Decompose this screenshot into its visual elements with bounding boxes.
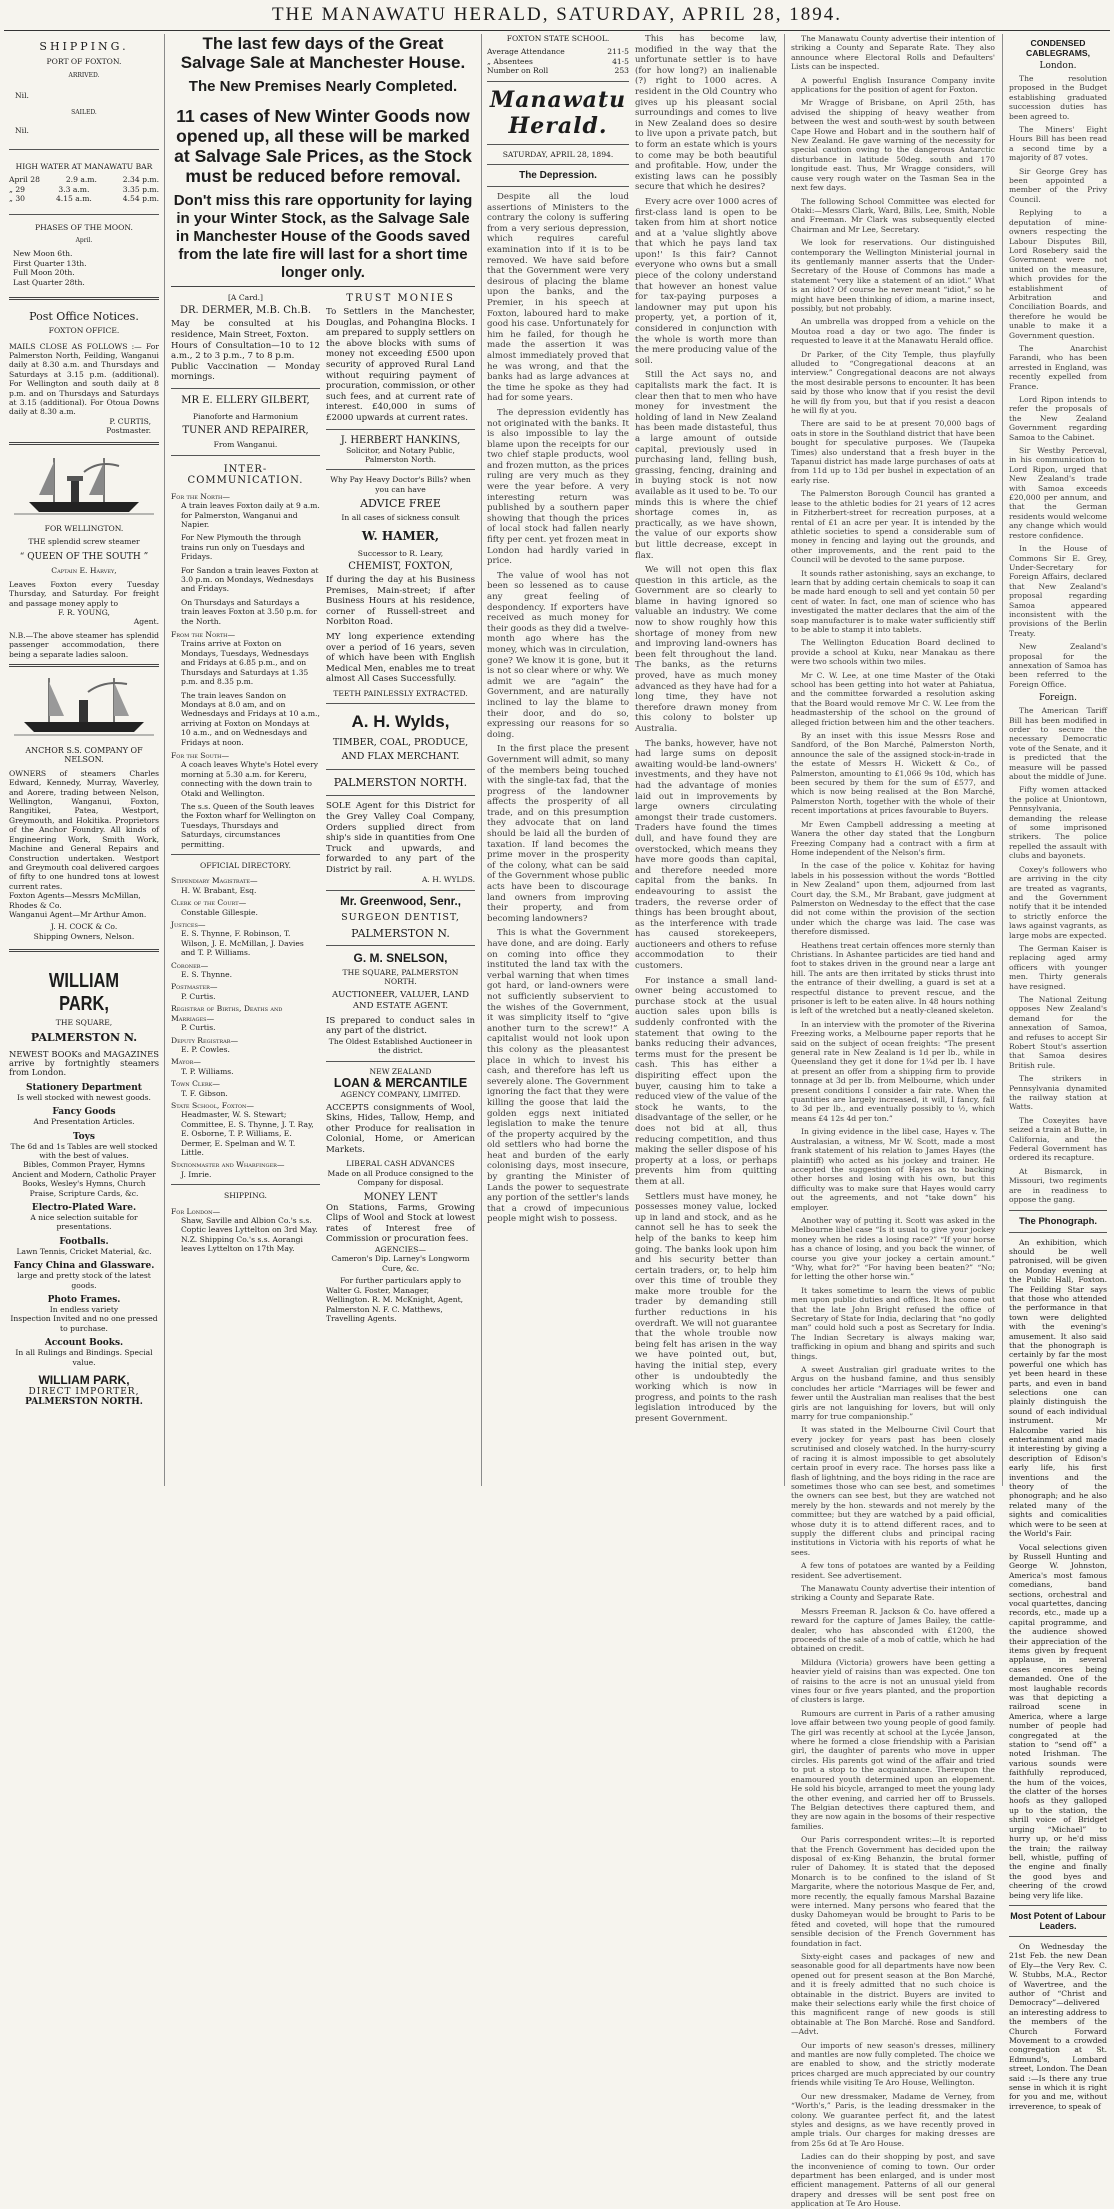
from-north-label: From the North— [171,630,236,640]
from-north-item: Trains arrive at Foxton on Mondays, Tuesdays, Wednesdays and Fridays at 6.85 p.m., and on Thursdays and Saturdays at 1.35 p.m. and 8.35 p.m. [181,639,309,687]
greenwood-name: Mr. Greenwood, Senr., [340,895,461,908]
post-office-heading: Post Office Notices. [29,310,139,324]
article-paragraph: The depression evidently has not originated with the banks. It is also impossible to lay the blame upon the receipts for our two chief staple products, wool and frozen mutton, as the prices ruling are very much as they were the year before. A very interesting return was published by a southern paper showing that though the prices of local stock had fallen nearly fifty per cent. yet frozen meat in London had hardly varied in price. [487,407,629,567]
news-item: Messrs Freeman R. Jackson & Co. have offered a reward for the capture of James Bailey, the cattle-dealer, who has absconded with £1200, the proceeds of the sale of a mob of cattle, which he had obtained on credit. [791,1606,995,1654]
cablegram-item: New Zealand's proposal for the annexation of Samoa has been referred to the Foreign Office. [1009,642,1107,689]
wp-item-title: Account Books. [44,1338,124,1349]
labour-heading: Most Potent of Labour Leaders. [1010,1910,1106,1931]
cablegram-item: At Bismarck, in Missouri, two regiments are in readiness to oppose the gang. [1009,1166,1107,1205]
advice-line2: ADVICE FREE [360,497,441,511]
herald-nameplate: Manawatu Herald. [489,86,627,139]
news-item: Rumours are current in Paris of a rather amusing love affair between two young people of good family. The girl was recently at school at the Lycée Janson, where he formed a close friendship with a Parisian girl, the daughter of parents who move in upper circles. His parents got wind of the affair and tried to put a stop to the acquaintance. Thereupon the enamoured youth determined upon an elopement. He sold his bicycle, arranged to meet the young lady the other evening, and carried her off to Brussels. The Belgian detectives there captured them, and they are now again in the bosoms of their respective families. [791,1708,995,1831]
loan-money: MONEY LENT [363,1191,438,1203]
column-rule [164,34,165,1486]
loan-body: ACCEPTS consignments of Wool, Skins, Hides, Tallow, Hemp, and other Produce for realisation in Colonial, Home, or American Markets. [326,1102,475,1155]
trust-body: To Settlers in the Manchester, Douglas, and Pohangina Blocks. I am prepared to supply settlers on the above blocks with sums of money not exceeding £500 upon security of approved Rural Land without requiring payment of procuration, commission, or other such fees, and at current rate of interest. £40,000 in sums of £2000 upwards at current rates. [326,307,475,423]
news-item: It sounds rather astonishing, says an exchange, to learn that by adding certain chemicals to soap it can be made hard enough to sell and yet contain 50 per cent of water. In fact, one man of science who has investigated the matter declares that the aim of the soap manufacturer is to make water sufficiently stiff to be able to stamp it into tablets. [791,568,995,634]
loan-liberal-sub: Made on all Produce consigned to the Company for disposal. [327,1168,474,1188]
divider [326,429,475,430]
news-item: The Palmerston Borough Council has granted a lease to the athletic bodies for 21 years of 12 acres in Fitzherbert-street for recreation purposes, at a rental of £1 an acre per year. It is intended by the athletic societies to spend a considerable sum of money in fencing and laying out the grounds, and other improvements, and the rent paid to the Council will be devoted to the same purpose. [791,489,995,565]
sailed-value: Nil. [15,125,29,135]
official-label: Stationmaster and Wharfinger— [171,1160,285,1170]
loan-agencies: AGENCIES— [375,1245,426,1255]
snelson-title: AUCTIONEER, VALUER, LAND AND ESTATE AGENT. [331,989,470,1011]
official-label: Deputy Registrar— [171,1035,239,1045]
cablegram-item: The American Tariff Bill has been modified in order to secure the necessary Democratic vote of the Senate, and it is predicted that the measure will be passed about the middle of June. [1009,706,1107,782]
divider [326,769,475,770]
wp-item-text: Inspection Invited and no one pressed to purchase. [10,1314,158,1333]
official-value: H. W. Brabant, Esq. [181,885,257,895]
sailed-label: SAILED. [71,109,97,117]
depression-heading: The Depression. [519,170,597,182]
sale-headline: The last few days of the Great Salvage Sale at Manchester House. [180,34,466,72]
dermer-vaccination: Public Vaccination — Monday mornings. [171,361,320,383]
labour-body: On Wednesday the 21st Feb. the new Dean of Ely—the Very Rev. C. W. Stubbs, M.A., Rector of Wavertree, and the author of “Christ and Democracy”—delivered an interesting address to the members of the Church Forward Movement to a crowded congregation at St. Edmund's, Lombard street, London. The Dean said :—Is there any true sense in which it is right for you and me, without irreverence, to speak of [1009,1941,1107,2111]
official-heading: OFFICIAL DIRECTORY. [200,861,291,870]
wp-item-title: Toys [73,1131,95,1142]
masthead-title: THE MANAWATU HERALD, SATURDAY, APRIL 28, 1894. [271,4,843,25]
post-office-signature: P. CURTIS, [109,416,151,426]
official-value: J. Imrie. [181,1169,212,1179]
article-paragraph: We will not open this flax question in this article, as the Government are so clearly to blame in having ignored so valuable an industry. We come now to show roughly how this shortage of money from new and improving land-owners has been felt throughout the land. The banks, as the returns proved, have as much money advanced as they have had for a long time, they have not therefore drawn money from this colony to bolster up Australia. [635,565,777,734]
phonograph-para: Vocal selections given by Russell Hunting and George W. Johnston, America's most famous comedians, band sections, orchestral and vocal quartettes, dancing records, etc., made up a capital programme, and the audience showed their appreciation of the items given by frequent applause, in several cases encores being demanded. One of the most laughable records was that depicting a railroad scene in America, where a large number of people had congregated at the station to “send off” a noted Irishman. The various sounds were faithfully reproduced, the hum of the voices, the clatter of the horses hoofs as they galloped up to the station, the shrill voice of Bridget urging “Michael” to hurry up, or he'd miss the train; the railway bell, whistle, puffing of the engine and finally the good byes and cheering of the crowd being very life like. [1009,1542,1107,1900]
divider [326,703,475,704]
phonograph-heading: The Phonograph. [1018,1215,1098,1227]
column-3a [487,34,629,1429]
wellington-note: N.B.—The above steamer has splendid passenger accommodation, there being a separate ladies saloon. [9,630,159,659]
william-park-items [9,1083,159,1367]
south-item: The s.s. Queen of the South leaves the Foxton wharf for Wellington on Tuesdays, Thursdays and Saturdays, circumstances permitting. [181,801,316,849]
column-2b [326,293,475,1323]
wp-item-text: Lawn Tennis, Cricket Material, &c. [16,1246,152,1256]
divider [1009,1232,1107,1233]
advice-line3: In all cases of sickness consult [341,513,460,523]
news-item: The following School Committee was elected for Otaki:—Messrs Clark, Ward, Bills, Lee, Smith, Noble and Freeman. Mr Clark was subsequently elected Chairman and Mr Lee, Secretary. [791,196,995,234]
official-value: T. F. Gibson. [181,1088,228,1098]
snelson-name: G. M. SNELSON, [353,950,448,965]
greenwood-town: PALMERSTON N. [351,926,450,940]
anchor-foxton-agents: Foxton Agents—Messrs McMillan, Rhodes & Co. [9,891,141,910]
column-2a [171,293,320,1323]
official-label: Coroner— [171,960,209,970]
loan-money-body: On Stations, Farms, Growing Clips of Wool and Stock at lowest rates of Interest free of Commission or procuration fees. [326,1202,475,1245]
dermer-body: May be consulted at his residence, Main Street, Foxton. [171,319,320,340]
news-item: The Manawatu County advertise their intention of striking a County and Separate Rate. They also announce where Electoral Rolls and Defaulters' Lists can be inspected. [791,34,995,72]
school-row: Number on Roll 253 [487,66,629,76]
school-heading: FOXTON STATE SCHOOL. [506,34,610,43]
divider [1009,1210,1107,1211]
william-park-location: THE SQUARE, [55,1018,113,1028]
official-value: P. Curtis. [181,1023,216,1033]
news-item: Mildura (Victoria) growers have been getting a heavier yield of raisins than was expected. One ton of raisins to the acre is not an unusual yield from vines four or five years planted, and the proportion of clusters is large. [791,1657,995,1705]
official-label: Stipendiary Magistrate— [171,876,258,886]
school-table [487,47,629,75]
shipping2-london: For London— [171,1206,221,1216]
moon-phase: New Moon 6th. [13,249,73,259]
hankins-name: J. HERBERT HANKINS, [340,434,461,446]
moon-heading: PHASES OF THE MOON. [35,222,133,232]
article-paragraph: This is what the Government have done, and are doing. Early on coming into office they instituted the land tax with the verbal warning that when times got hard, or land-owners were not sufficiently subservient to the wishes of the Government, it was simplicity itself to “give another turn to the screw!” A capitalist would not look upon this colony as the pleasantest place in which to invest his cash, and therefore has left us severely alone. The Government ignoring the fact that they were killing the goose that laid the golden eggs next initiated legislation to make the tenure of the property acquired by the old settlers who had borne the heat and burden of the early colonising days, most insecure, by granting the Minister of Lands the power to sequestrate any portion of the settler's lands that a crowd of impecunious people might wish to possess. [487,928,629,1225]
divider [326,890,475,891]
divider [9,297,159,300]
news-item: Mr Wragge of Brisbane, on April 25th, has advised the shipping of heavy weather from between the west and south-west by south between Cape Howe and Hobart and in the southern half of New Zealand. He gave warning of the necessity for special caution owing to the dangerous Antarctic disturbance in latitude 50deg. south and 170 longitude east. Thus, Mr Wragge considers, will cause very rough water on the Tasman Sea in the next few days. [791,98,995,193]
divider [9,664,159,667]
hamer-title: CHEMIST, FOXTON, [348,560,453,572]
cablegram-item: The resolution proposed in the Budget establishing graduated succession duties has been agreed to. [1009,74,1107,121]
north-label: For the North— [171,491,231,501]
masthead-rule [4,30,1110,31]
divider [487,186,629,187]
snelson-footer: The Oldest Established Auctioneer in the district. [328,1036,473,1056]
official-label: Postmaster— [171,982,218,992]
column-rule [784,34,785,1486]
cablegram-item: The Miners' Eight Hours Bill has been read a second time by a majority of 87 votes. [1009,125,1107,163]
wp-item-text: Is well stocked with newest goods. [17,1092,151,1102]
article-paragraph: The banks, however, have not had large sums on deposit awaiting would-be land-owners' investments, and they have not had the advantage of monies laid out in improvements by large owners circulating amongst their trade customers. Traders have found the times dull, and have found they are overstocked, which means they have more goods than capital, and therefore needed more capital from the banks. In endeavouring to assist the traders, the reverse order of things has been brought about, as the interference with trade has caused storekeepers, auctioneers and others to refuse accommodation to their customers. [635,738,777,972]
cablegram-item: Fifty women attacked the police at Uniontown, Pennsylvania, demanding the release of some imprisoned strikers. The police repelled the assault with clubs and bayonets. [1009,785,1107,861]
official-label: Clerk of the Court— [171,898,247,908]
school-row: „ Absentees 41·5 [487,56,629,66]
official-value: E. S. Thynne, F. Robinson, T. Wilson, J. E. McMillan, J. Davies and T. P. Williams. [181,929,304,958]
hamer-teeth: TEETH PAINLESSLY EXTRACTED. [333,688,468,698]
ship-name: “ QUEEN OF THE SOUTH ” [19,552,149,563]
wylds-trade: TIMBER, COAL, PRODUCE, AND FLAX MERCHANT. [332,737,469,763]
divider [9,442,159,445]
news-item: We look for reservations. Our distinguished contemporary the Wellington Ministerial journal in its gentlemanly manner asserts that the Under-Secretary of the House of Commons has made a statement “very like a statement of an idiot.” What is an idiot? Of course he never meant “idiot,” so he might have been thinking of idiom, a marine insect, possibly, but not probably. [791,238,995,313]
dermer-card: [A Card.] [227,293,264,302]
news-item: A powerful English Insurance Company invite applications for the position of agent for Foxton. [791,75,995,95]
official-value: P. Curtis. [181,991,216,1001]
anchor-heading: ANCHOR S.S. COMPANY OF NELSON. [25,746,143,765]
moon-phase: Full Moon 20th. [13,268,75,278]
hamer-body: If during the day at his Business Premises, Main-street; if after Business Hours at his residence, corner of Russell-street and Norbiton Road. [326,574,475,628]
loan-apply: For further particulars apply to [340,1276,461,1286]
anchor-wanganui-agent: Wanganui Agent—Mr Arthur Amon. [9,909,147,919]
news-item: Our imports of new season's dresses, millinery and mantles are now fully completed. The choice we are enabled to show, and the strictly moderate prices charged are much appreciated by our country friends while visiting Te Aro House, Wellington. [791,2040,995,2088]
moon-month: April. [75,237,93,245]
news-item: The Manawatu County advertise their intention of striking a County and Separate Rate. [791,1583,995,1603]
anchor-managers: J. H. COCK & Co. [50,922,118,932]
william-park-intro: NEWEST BOOKs and MAGAZINES arrive by fortnightly steamers from London. [9,1048,159,1078]
anchor-steamer-illustration [9,672,159,742]
news-item: Our Paris correspondent writes:—It is reported that the French Government has decided upon the disposal of ex-King Behanzin, the brutal former ruler of Dahomey. It is stated that the deposed Monarch is to be confined to the island of St Margarite, where the notorious Masque de Fer, and, more recently, the equally famous Marshal Bazaine were interned. Many persons who feared that the dusky Dahomeyan would be brought to Paris to be fêted and coveted, will hope that the rumoured sensible decision of the French Government has foundation in fact. [791,1835,995,1948]
communication-heading: INTER-COMMUNICATION. [187,463,304,486]
news-item: In an interview with the promoter of the Riverina Freezing works, a Melbourne paper reports that he said on the subject of ocean freights: “The present general rate in New Zealand is 1d per lb., while in Queensland they get it done for 1¼d per lb. I have at present an offer from a shipping firm to provide tonnage at 3d per lb. from Melbourne, which under present conditions I consider a fair rate. When the quantities are largely increased, it will, I fancy, fall to 3d per lb., and eventually possibly to ½, which means £4 12s 4d per ton.” [791,1019,995,1123]
snelson-body: IS prepared to conduct sales in any part of the district. [326,1015,475,1037]
news-item: Heathens treat certain offences more sternly than Christians. In Ashantee particides are tied hand and foot to stakes driven in the ground near a large ant hill. The ants are then irritated by sticks thrust into the entrance of their dwelling, a guard is set at a respectful distance to prevent rescue, and the prisoner is left to be eaten alive. In 48 hours nothing is left of the wretched but a neatly-cleaned skeleton. [791,940,995,1016]
article-paragraph: Despite all the loud assertions of Ministers to the contrary the colony is suffering from a very serious depression, which requires careful examination into if it is to be removed. We have said before that the Government were very desirous of placing the blame upon the banks, and the Premier, in his speech at Foxton, laboured hard to make good his case. Unfortunately for him he failed, for though he made the assertion it was almost immediately proved that he was wrong, and that the banks had as large advances at the time he spoke as they had had for some years. [487,192,629,404]
wp-item-title: Fancy China and Glassware. [13,1261,155,1272]
column-2 [166,34,480,1486]
official-value: E. S. Thynne. [181,970,233,980]
article-paragraph: Every acre over 1000 acres of first-class land is open to be taken from him at short notice and at a 'value slightly above that which he pays land tax upon!' Is this fair? Cannot everyone who owns but a small piece of the colony understand that however an honest value for tax-paying purposes a landowner may put upon his property, yet, a portion of it, considered in conjunction with the whole is worth more than the mere producing value of the soil. [635,196,777,366]
article-paragraph: Still the Act says no, and capitalists mark the fact. It is clear then that to men who have money for investment the holding of land in New Zealand has been made distasteful, thus a large amount of outside capital, previously used in purchasing land, felling bush, grassing, fencing, draining and in buying stock is not now available as it used to be. To our minds this is where the chief shortage comes in, as practically, as we have shown, the value of our exports show but little decrease, except in flax. [635,370,777,561]
news-item: By an inset with this issue Messrs Rose and Sandford, of the Bon Marché, Palmerston North, announce the sale of the assigned stock-in-trade in the estate of Messrs H. Wickett & Co., of Palmerston, amounting to £1,066 9s 10d, which has been secured by them for the sum of £577, and which is now being realised at the Bon Marché, Palmerston North, together with the whole of their recent importations at prices favourable to Buyers. [791,731,995,816]
loan-liberal: LIBERAL CASH ADVANCES [346,1159,455,1169]
wp-item-title: Footballs. [59,1236,109,1247]
depression-article-part2 [635,34,777,1425]
column-rule [1002,34,1003,1486]
sale-subhead: The New Premises Nearly Completed. [188,78,458,95]
hamer-successor: Successor to R. Leary, [357,548,444,558]
wp-item-text: In endless variety [49,1305,119,1315]
william-park-name: WILLIAM PARK, [48,970,120,1016]
wellington-agent-title: Agent. [133,617,159,627]
loan-agencies-body: Cameron's Dip. Larney's Longworm Cure, &c. [331,1254,470,1273]
news-item: Ladies can do their shopping by post, and save the inconvenience of coming to town. Our order department has been enlarged, and is under most efficient management. Patterns of all our general drapery and dresses will be sent post free on application at Te Aro House. [791,2152,995,2209]
wp-item-title: Fancy Goods [52,1107,116,1118]
foreign-items [1009,706,1107,1204]
cablegram-item: The German Kaiser is replacing aged army officers with younger men. Thirty generals have resigned. [1009,943,1107,991]
wylds-signature: A. H. WYLDS. [421,875,475,885]
news-item: Another way of putting it. Scott was asked in the Melbourne libel case “Is it usual to give your jockey money when he rides a losing race?” “If your horse has a chance of losing, and you back the winner, of course you give your jockey a certain amount.” “Why, what for?” “For having been beaten?” “No; for letting the other horse win.” [791,1215,995,1282]
wellington-agent: F. R. YOUNG, [58,608,110,617]
herald-dateline: SATURDAY, APRIL 28, 1894. [502,149,614,159]
william-park-footer-town: PALMERSTON NORTH. [25,1397,143,1408]
column-5 [1004,34,1112,2111]
moon-phase: Last Quarter 28th. [13,277,85,287]
anchor-body: OWNERS of steamers Charles Edward, Kennedy, Murray, Waverley, and Aorere, trading between Nelson, Wellington, Wanganui, Foxton, Rangitikei, Patea, Westport, Greymouth, and Hokitika. Proprietors of the Anchor Foundry. All kinds of Engineering Work, Smith Work, Machine and General Repairs and Construction undertaken. Westport and Greymouth coal delivered cargoes of fifty to one hundred tons at lowest current rates. [9,768,159,891]
depression-article-part1 [487,192,629,1225]
official-label: Registrar of Births, Deaths and Marriages— [171,1004,283,1023]
column-3 [482,34,782,1486]
tide-row: April 28 2.9 a.m. 2.34 p.m. [9,175,159,185]
south-label: For the South— [171,750,230,760]
column-1 [4,34,164,1486]
official-directory [171,876,320,1179]
news-item: Mr C. W. Lee, at one time Master of the Otaki school has been getting into hot water at Pahiatua, and the committee forwarded a resolution asking that the Board would remove Mr C. W. Lee from the headmastership of the school on the ground of alleged friction between him and the other teachers. [791,670,995,727]
sale-footer: Don't miss this rare opportunity for laying in your Winter Stock, as the Salvage Sale in Manchester House of the Goods saved from the late fire will last for a short time longer only. [173,192,473,281]
divider [171,388,320,389]
news-item: Mr Ewen Campbell addressing a meeting at Wanera the other day stated that the Longburn Freezing Company had a contract with a firm at Home independent of the Nelson's firm. [791,819,995,857]
article-paragraph: In the first place the present Government will admit, so many of the members being touched with the single-tax fad, that the progress of the landowner affects the prosperity of all trade, and on this presumption they advocate that on land should be laid all the burden of taxation. If land becomes the prime mover in the prosperity of the colony, what can be said of the Government whose public acts have been to discourage land owners from improving their property, and from becoming landowners? [487,744,629,924]
from-north-item: The train leaves Sandon on Mondays at 8.0 am, and on Wednesdays and Fridays at 10 a.m., arriving at Foxton on Mondays at 10 a.m., and on Wednesdays and Fridays at noon. [181,690,320,747]
news-item: It was stated in the Melbourne Civil Court that every jockey for years past has been closely scrutinised and closely watched. In the hurry-scurry of racing it is almost impossible to get absolutely certain proof in every race. The horses pass like a flash of lightning, and the boys riding in the race are sometimes those who can see best, and sometimes the owners can see best, but they are watched not merely by the hon. stewards and not merely by the committee; but they are watched by a paid official, whose duty it is to attend different races, and to supply the different clubs and principal racing institutions in Victoria with his reports of what he sees. [791,1425,995,1557]
news-item: It takes sometime to learn the views of public men upon public duties and offices. It has come out that the late John Bright refused the office of Secretary of State for India, declaring that “no godly man” could hold such a post as Secretary for India. The Indian Secretary is always making war, trafficking in opium and bhang and spirits and such things. [791,1285,995,1361]
cablegram-item: In the House of Commons Sir E. Grey, Under-Secretary for Foreign Affairs, declared that New Zealand's proposal regarding Samoa appeared inconsistent with the provisions of the Berlin Treaty. [1009,544,1107,638]
tide-row: „ 29 3.3 a.m. 3.35 p.m. [9,184,159,194]
steamer-illustration [9,450,159,520]
post-office-body: MAILS CLOSE AS FOLLOWS :— For Palmerston North, Feilding, Wanganui daily at 8.30 a.m. and Thursdays and Saturdays at 3.15 p.m. (additional). For Wellington and south daily at 8 p.m. and on Thursdays and Saturdays at 3.15 (additional). For Otoua Downs daily at 8.30 a.m. [9,341,159,417]
official-label: Town Clerk— [171,1079,220,1089]
divider [171,1184,320,1185]
william-park-town: PALMERSTON N. [30,1030,138,1044]
article-paragraph: Settlers must have money, he possesses money value, locked up in land and stock, and as he cannot sell he has to seek the help of the banks to keep him going. The banks look upon him and his security better than certain traders, or, to help him over this time of trouble they make more trouble for the trader by demanding still further reductions in his overdraft. We will not guarantee that the whole trouble now being felt has arisen in the way we have pointed out, but, having the initial step, every other is undoubtedly the working which is now in progress, and points to the rash legislation introduced by the present Government. [635,1191,777,1424]
divider [171,854,320,855]
article-paragraph: The value of wool has not been so lessened as to cause any great feeling of despondency. If exporters have received as much money for their goods as they did a twelve-month ago where has the money, which was in circulation, gone? We know it is gone, but it is not so clear where or why. We admit we are “again” the Government, and are naturally inclined to lay the blame to their door, and do so, expressing our reasons for so doing. [487,570,630,740]
hankins-title: Solicitor, and Notary Public, [346,445,455,455]
wp-item-text: large and pretty stock of the latest goods. [17,1271,151,1290]
foreign-heading: Foreign. [1038,693,1078,704]
wylds-town: PALMERSTON NORTH. [333,776,468,790]
post-office-title: Postmaster. [106,426,151,436]
advice-line1: Why Pay Heavy Doctor's Bills? when you can have [330,475,471,494]
gilbert-line1: Pianoforte and Harmonium [192,411,299,421]
wylds-body: SOLE Agent for this District for the Grey Valley Coal Company, Orders supplied direct from ship's side in quantities from One Truck and upwards, and forwarded to any part of the District by rail. [326,801,475,875]
wp-item-text: A nice selection suitable for presentations. [30,1213,138,1232]
london-heading: London. [1039,61,1077,71]
wp-item-text: Bibles, Common Prayer, Hymns Ancient and Modern, Catholic Prayer Books, Wesley's Hymns, Church Praise, Scripture Cards, &c. [12,1160,156,1198]
north-item: For New Plymouth the through trains run only on Tuesdays and Fridays. [181,533,305,562]
hamer-name: W. HAMER, [361,528,440,543]
cablegrams-heading: CONDENSED CABLEGRAMS, [1026,38,1090,58]
news-item: In the case of the police v. Kohitaz for having labels in his possession without the words “Bottled in New Zealand” upon them, adjourned from last Court day, the S.M., Mr Brabant, gave judgment at Palmerston on Wednesday to the effect that the case did not come within the provision of the section under which the charge was laid. The case was therefore dismissed. [791,861,995,937]
cablegram-item: The Coxeyites have seized a train at Butte, in California, and the Federal Government has ordered its recapture. [1009,1115,1107,1163]
william-park-footer-name: WILLIAM PARK, [38,1373,130,1388]
official-label: Mayor— [171,1057,201,1067]
loan-contacts: Walter G. Foster, Manager, Wellington. R. M. McKnight, Agent, Palmerston N. F. C. Matthews, Travelling Agents. [326,1285,464,1323]
gilbert-line3: From Wanganui. [213,440,278,450]
news-item: In giving evidence in the libel case, Hayes v. The Australasian, a witness, Mr W. Scott, made a most frank statement of his relation to James Hayes (the plaintiff) who acted as his jockey and trainer. He accepted the suggestion of Hayes as to backing other horses and losing with his own, but this difficulty was to make sure that Hayes would carry out the agreements, and not “take down” his employer. [791,1127,995,1212]
cablegram-item: Coxey's followers who are arriving in the city are treated as vagrants, and the Government notify that it be intended to strictly enforce the laws against vagrants, as large mobs are expected. [1009,864,1107,940]
moon-phase: First Quarter 13th. [13,258,87,268]
shipping2-heading: SHIPPING. [224,1191,267,1201]
high-water-heading: HIGH WATER AT MANAWATU BAR [15,162,153,172]
cablegram-item: Sir George Grey has been appointed a member of the Privy Council. [1009,166,1107,204]
wp-item-title: Electro-Plated Ware. [31,1203,137,1214]
loan-sub: AGENCY COMPANY, LIMITED. [340,1090,461,1100]
cablegram-item: The strikers in Pennsylvania dynamited the railway station at Watts. [1009,1074,1107,1112]
news-item: The Wellington Education Board declined to provide a school at Kuku, near Manakau as there were two schools within two miles. [791,638,995,667]
divider [487,164,629,165]
tide-row: „ 30 4.15 a.m. 4.54 p.m. [9,194,159,204]
shipping-heading: SHIPPING. [39,40,129,53]
divider [487,144,629,145]
gilbert-line2: TUNER AND REPAIRER, [182,425,309,437]
cablegram-item: Replying to a deputation of mine-owners respecting the Labour Disputes Bill, Lord Rosebery said the Government were not united on the measure, which provides for the establishment of Arbitration and Conciliation Boards, and therefore he would be unable to make it a Government question. [1009,208,1107,340]
sale-body: 11 cases of New Winter Goods now opened up, all these will be marked at Salvage Sale Prices, as the Stock must be reduced before removal. [174,106,472,186]
arrived-value: Nil. [15,90,29,100]
wellington-steamer: THE splendid screw steamer [28,536,140,546]
wylds-name: A. H. Wylds, [351,712,450,732]
wp-item-text: In all Rulings and Bindings. Special value. [15,1348,153,1367]
phonograph-para: An exhibition, which should be well patronised, will be given on Monday evening at the Public Hall, Foxton. The Feilding Star says that those who attended the performance in that town were delighted with the evening's amusement. It also said that the phonograph is certainly by far the most powerful one which has yet been heard in these parts, and even in band selections one can plainly distinguish the sound of each individual instrument. Mr Halcombe varied his entertainment and made it interesting by giving a description of Edison's early life, his first inventions and the theory of the phonograph; and he also related many of the sights and comicalities which were to be seen at the World's Fair. [1009,1237,1107,1539]
news-item: Dr Parker, of the City Temple, thus playfully alluded to “Congregational deacons at an interview.” Congregational deacons are not always the most desirable persons to encounter. It has been said by those who know that if you resist the devil he will fly from you, but that if you resist a deacon he will fly at you. [791,349,995,416]
south-item: A coach leaves Whyte's Hotel every morning at 5.30 a.m. for Kereru, connecting with the down train to Otaki and Wellington. [181,760,319,798]
article-paragraph: This has become law, modified in the way that the unfortunate settler is to have (for how long?) an inalienable (?) right to 1000 acres. A resident in the Old Country who gives up his pleasant social surroundings and comes to live in New Zealand does so desire to live upon a private patch, but to form an estate which is yours to come may be both beautiful and profitable. How, under the existing laws can he possibly secure that which he desires? [635,34,777,193]
captain: Captain E. Harvey, [51,566,117,576]
news-item: There are said to be at present 70,000 bags of oats in store in the Southland district that have been bought for speculative purposes. We (Taupeka Times) also understand that a fresh buyer in the Tapanui district has made large purchases of oats at from 11d up to 13d per bushel in expectation of an early rise. [791,419,995,485]
official-label: Justices— [171,920,206,930]
greenwood-title: SURGEON DENTIST, [341,911,460,923]
wellington-body: Leaves Foxton every Tuesday Thursday, and Saturday. For freight and passage money apply to [9,579,159,608]
news-item: A few tons of potatoes are wanted by a Feilding resident. See advertisement. [791,1561,995,1580]
news-item: Our new dressmaker, Madame de Verney, from “Worth's,” Paris, is the leading dressmaker in the colony. We guarantee perfect fit, and the latest styles and designs, as we have recently proved in ample trials. Our charges for making dresses are from 25s 6d at Te Aro House. [791,2091,995,2148]
cablegram-item: The National Zeitung opposes New Zealand's demand for the annexation of Samoa, and refuses to accept Sir Robert Stout's assertion that Samoa desires British rule. [1009,994,1107,1070]
divider [171,455,320,456]
divider [9,149,159,150]
divider [326,795,475,796]
divider [326,1061,475,1062]
william-park-footer-title: DIRECT IMPORTER, [28,1387,140,1398]
north-item: On Thursdays and Saturdays a train leaves Foxton at 3.50 p.m. for the North. [181,597,317,626]
cablegram-item: The Anarchist Farandi, who has been arrested in England, was recently expelled from France. [1009,343,1107,391]
cablegram-item: Sir Westby Perceval, in his communication to Lord Ripon, urged that New Zealand's trade with Samoa exceeds £20,000 per annum, and that the German residents would welcome any change which would restore confidence. [1009,446,1107,540]
official-value: Headmaster, W. S. Stewart; Committee, E. S. Thynne, J. T. Ray, E. Osborne, T. P. Williams, E. Dermer, E. Spelman and W. T. Little. [181,1110,314,1157]
article-paragraph: For instance a small land-owner being accustomed to purchase stock at the usual auction sales upon bills is suddenly confronted with the statement that owing to the banks reducing their advances, terms must for the present be cash. This has either a dispiriting effect upon the buyer, causing him to take a reduced view of the value of the stock he wants, to the disadvantage of the seller, or he does not bid at all, thus reducing competition, and thus making the seller dispose of his property at a loss, or perhaps prevents him from quitting them at all. [635,975,777,1187]
news-item: An umbrella was dropped from a vehicle on the Moutoa road a day or two ago. The finder is requested to leave it at the Manawatu Herald office. [791,317,995,346]
snelson-address: THE SQUARE, PALMERSTON NORTH. [342,967,459,987]
official-value: Constable Gillespie. [181,907,258,917]
divider [487,81,629,82]
news-item: A sweet Australian girl graduate writes to the Argus on the husband famine, and thus sensibly concludes her article “Marriages will be fewer and fewer until the Australian man realises that the best girls are not languishing for lovers, but will only marry for true companionship.” [791,1365,995,1422]
cablegram-item: Lord Ripon intends to refer the proposals of the New Zealand Government regarding Samoa to the Cabinet. [1009,395,1107,442]
post-office-name: FOXTON OFFICE. [48,326,120,336]
wp-item-title: Photo Frames. [47,1295,121,1306]
school-row: Average Attendance 211·5 [487,47,629,57]
loan-kicker: NEW ZEALAND [369,1066,432,1076]
port-name: PORT OF FOXTON. [46,57,122,66]
wp-item-text: The 6d and 1s Tables are well stocked with the best of values. [10,1141,158,1160]
column-3b [635,34,777,1429]
divider [1009,1905,1107,1906]
trust-heading: TRUST MONIES [346,293,455,304]
anchor-managers-title: Shipping Owners, Nelson. [33,931,135,941]
news-item: Sixty-eight cases and packages of new and seasonable good for all departments have now been opened out for present season at the Bon Marché, and it is freely admitted that no such choice is obtainable in the district. Buyers are invited to make their selections early while the first choice of this magnificent range of new goods is still obtainable at The Bon Marché. Rose and Sandford.—Advt. [791,1952,995,2037]
official-value: E. P. Cowles. [181,1044,230,1054]
shipping2-body: Shaw, Saville and Albion Co.'s s.s. Coptic leaves Lyttelton on 3rd May. N.Z. Shipping Co.'s s.s. Aorangi leaves Lyttelton on 17th May. [181,1216,318,1254]
wellington-heading: FOR WELLINGTON. [44,523,124,533]
arrived-label: ARRIVED. [68,72,100,80]
column-4 [786,34,1000,2209]
salvage-sale-ad [171,34,475,287]
london-items [1009,74,1107,689]
dermer-name: DR. DERMER, M.B. Ch.B. [179,305,312,317]
divider [9,949,159,952]
tide-table [9,175,159,203]
news-items [791,34,995,2209]
loan-name: LOAN & MERCANTILE [333,1076,468,1091]
north-item: For Sandon a train leaves Foxton at 3.0 p.m. on Mondays, Wednesdays and Fridays. [181,565,319,594]
divider [326,945,475,946]
wp-item-title: Stationery Department [26,1082,142,1093]
dermer-hours: Hours of Consultation—10 to 12 a.m., 2 to 3 p.m., 7 to 8 p.m. [171,340,320,362]
official-label: State School, Foxton— [171,1100,254,1110]
divider [9,214,159,215]
divider [326,469,475,470]
divider [1009,1936,1107,1937]
hamer-experience: MY long experience extending over a period of 16 years, seven of which have been with English Medical Men, enables me to treat almost All Cases Successfully. [326,631,475,685]
north-item: A train leaves Foxton daily at 9 a.m. for Palmerston, Wanganui and Napier. [181,501,320,529]
gilbert-name: MR E. ELLERY GILBERT, [181,394,310,406]
hankins-town: Palmerston North. [364,454,437,464]
official-value: T. P. Williams. [181,1066,234,1076]
wp-item-text: And Presentation Articles. [33,1117,135,1127]
